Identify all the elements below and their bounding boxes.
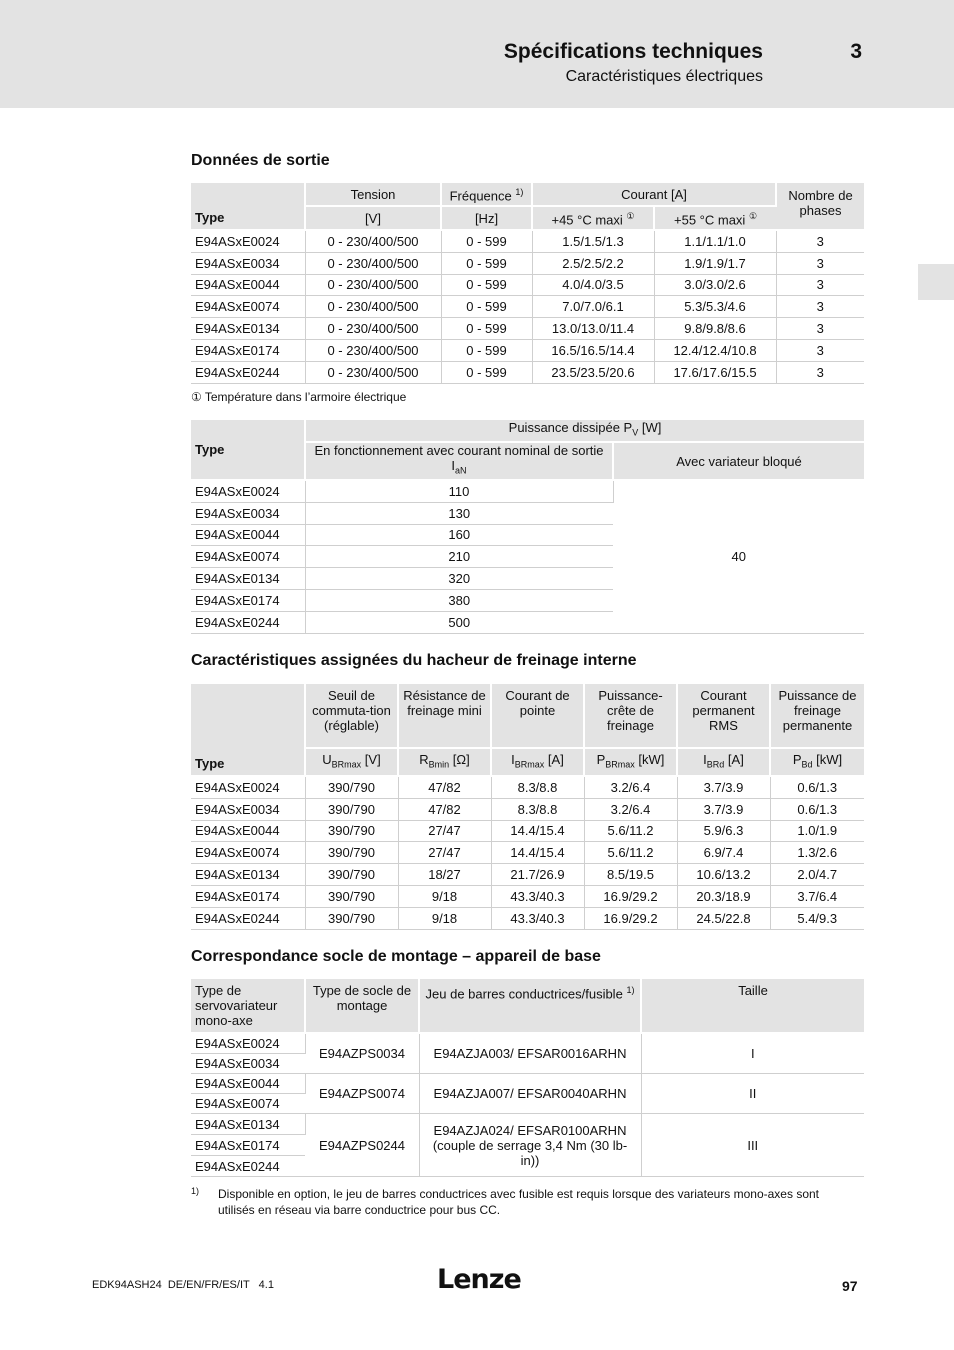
col-frequence: Fréquence $^{1)}$	[441, 183, 532, 206]
table-row: E94ASxE0174 380	[191, 589, 864, 611]
table-row: E94ASxE0174	[191, 1135, 864, 1156]
table-row: E94ASxE0044 390/790 27/47 14.4/15.4 5.6/11.2 5.9/6.3 1.0/1.9	[191, 820, 864, 842]
table-row: E94ASxE0024 110 40	[191, 480, 864, 502]
table-row: E94ASxE0074 0 - 230/400/500 0 - 599 7.0/7.0/6.1 5.3/5.3/4.6 3	[191, 296, 864, 318]
table-row: E94ASxE0034 130	[191, 502, 864, 524]
unit-rms: $I_{BRd}$ [A]	[677, 748, 770, 776]
col-resistance: Résistance de freinage mini	[398, 684, 491, 748]
col-permanente: Puissance de freinage permanente	[770, 684, 864, 748]
table-row: E94ASxE0244 500	[191, 611, 864, 633]
col-bloque: Avec variateur bloqué	[613, 442, 864, 480]
table-row: E94ASxE0034 0 - 230/400/500 0 - 599 2.5/2.5/2.2 1.9/1.9/1.7 3	[191, 252, 864, 274]
unit-seuil: $U_{BRmax}$ [V]	[305, 748, 398, 776]
col-courant: Courant [A]	[532, 183, 776, 206]
col-crete: Puissance-crête de freinage	[584, 684, 677, 748]
table-row: E94ASxE0044 E94AZPS0074 E94AZJA007/ EFSAR0040ARHN II	[191, 1074, 864, 1094]
col-type: Type	[191, 684, 305, 776]
table-row: E94ASxE0074 390/790 27/47 14.4/15.4 5.6/11.2 6.9/7.4 1.3/2.6	[191, 842, 864, 864]
doc-reference: EDK94ASH24 DE/EN/FR/ES/IT 4.1	[92, 1279, 274, 1291]
col-rms: Courant permanent RMS	[677, 684, 770, 748]
section-title-hacheur: Caractéristiques assignées du hacheur de freinage interne	[191, 652, 637, 669]
table-row: E94ASxE0134 390/790 18/27 21.7/26.9 8.5/19.5 10.6/13.2 2.0/4.7	[191, 864, 864, 886]
col-seuil: Seuil de commuta-tion (réglable)	[305, 684, 398, 748]
col-type: Type	[191, 183, 305, 230]
page-subtitle: Caractéristiques électriques	[565, 68, 763, 85]
table-hacheur	[191, 684, 864, 930]
table-correspondance	[191, 979, 864, 1177]
chapter-tab	[918, 264, 954, 300]
table-row: E94ASxE0024 390/790 47/82 8.3/8.8 3.2/6.4 3.7/3.9 0.6/1.3	[191, 776, 864, 798]
table-row: E94ASxE0044 0 - 230/400/500 0 - 599 4.0/4.0/3.5 3.0/3.0/2.6 3	[191, 274, 864, 296]
section-title-correspondance: Correspondance socle de montage – appareil de base	[191, 948, 601, 965]
col-c45: +45 °C maxi ①	[532, 206, 654, 230]
table-row: E94ASxE0244	[191, 1156, 864, 1177]
col-socle: Type de socle de montage	[305, 979, 419, 1033]
table-row: E94ASxE0074 210	[191, 546, 864, 568]
table-row: E94ASxE0034 390/790 47/82 8.3/8.8 3.2/6.4 3.7/3.9 0.6/1.3	[191, 798, 864, 820]
table-row: E94ASxE0174 0 - 230/400/500 0 - 599 16.5/16.5/14.4 12.4/12.4/10.8 3	[191, 339, 864, 361]
bloque-value: 40	[613, 480, 864, 633]
table-donnees-sortie	[191, 183, 864, 384]
col-tension: Tension	[305, 183, 441, 206]
footnote-mark: 1)	[191, 1186, 200, 1196]
unit-pointe: $I_{BRmax}$ [A]	[491, 748, 584, 776]
unit-permanente: $P_{Bd}$ [kW]	[770, 748, 864, 776]
page-number: 97	[842, 1278, 858, 1294]
table-row: E94ASxE0174 390/790 9/18 43.3/40.3 16.9/29.2 20.3/18.9 3.7/6.4	[191, 885, 864, 907]
unit-crete: $P_{BRmax}$ [kW]	[584, 748, 677, 776]
table-row: E94ASxE0034	[191, 1054, 864, 1074]
table-row: E94ASxE0134 E94AZPS0244 E94AZJA024/ EFSAR0100ARHN (couple de serrage 3,4 Nm (30 lb-in)) III	[191, 1114, 864, 1135]
col-type-servo: Type de servovariateur mono-axe	[191, 979, 305, 1033]
lenze-logo: Lenze	[437, 1264, 521, 1295]
col-fonctionnement: En fonctionnement avec courant nominal de sortie $I_{aN}$	[305, 442, 613, 480]
table-puissance-dissipee	[191, 420, 864, 634]
col-tension-unit: [V]	[305, 206, 441, 230]
header-band	[0, 0, 954, 108]
table-row: E94ASxE0024 E94AZPS0034 E94AZJA003/ EFSAR0016ARHN I	[191, 1033, 864, 1054]
table-row: E94ASxE0074	[191, 1094, 864, 1114]
col-c55: +55 °C maxi ①	[654, 206, 776, 230]
col-freq-unit: [Hz]	[441, 206, 532, 230]
table-row: E94ASxE0134 320	[191, 568, 864, 590]
col-pointe: Courant de pointe	[491, 684, 584, 748]
col-puissance: Puissance dissipée $P_V$ [W]	[305, 420, 864, 442]
col-taille: Taille	[641, 979, 864, 1033]
table-row: E94ASxE0134 0 - 230/400/500 0 - 599 13.0/13.0/11.4 9.8/9.8/8.6 3	[191, 318, 864, 340]
chapter-number: 3	[850, 40, 862, 63]
table-row: E94ASxE0024 0 - 230/400/500 0 - 599 1.5/1.5/1.3 1.1/1.1/1.0 3	[191, 230, 864, 252]
table-row: E94ASxE0244 0 - 230/400/500 0 - 599 23.5/23.5/20.6 17.6/17.6/15.5 3	[191, 361, 864, 383]
col-phases: Nombre de phases	[776, 183, 864, 230]
unit-resistance: $R_{Bmin}$ [Ω]	[398, 748, 491, 776]
table-row: E94ASxE0244 390/790 9/18 43.3/40.3 16.9/29.2 24.5/22.8 5.4/9.3	[191, 907, 864, 929]
page-title: Spécifications techniques	[503, 40, 763, 63]
footnote-temperature: ① Température dans l’armoire électrique	[191, 390, 407, 404]
col-jeu-barres: Jeu de barres conductrices/fusible $^{1)}$	[419, 979, 641, 1033]
footnote-text: Disponible en option, le jeu de barres conductrices avec fusible est requis lorsque des variateurs mono-axes sont utilisés en réseau via barre conductrice pour bus CC.	[218, 1187, 819, 1217]
table-row: E94ASxE0044 160	[191, 524, 864, 546]
section-title-donnees-sortie: Données de sortie	[191, 152, 330, 169]
col-type: Type	[191, 420, 305, 480]
